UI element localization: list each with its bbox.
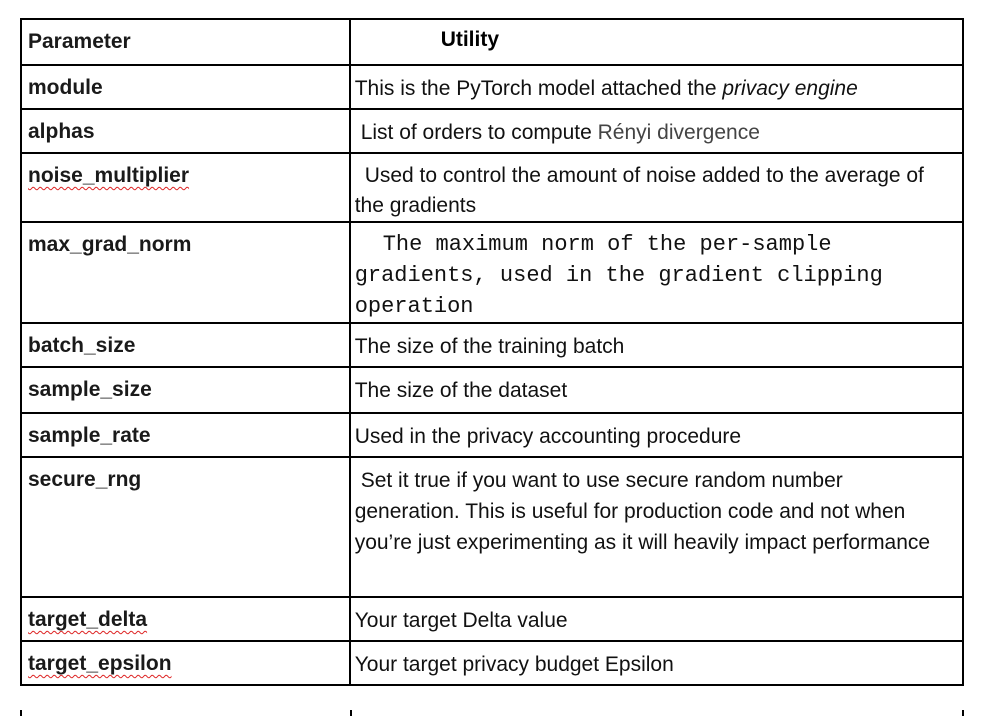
utility-text xyxy=(351,66,962,104)
parameter-name: max_grad_norm xyxy=(28,233,192,256)
utility-cell xyxy=(350,323,963,367)
utility-cell xyxy=(350,457,963,597)
parameter-cell xyxy=(21,65,350,109)
header-cell-parameter xyxy=(21,19,350,65)
parameter-name: batch_size xyxy=(28,334,136,357)
parameter-cell xyxy=(21,367,350,413)
parameter-cell xyxy=(21,222,350,323)
utility-text: The size of the dataset xyxy=(354,379,568,402)
parameter-name xyxy=(22,154,349,190)
utility-cell xyxy=(350,65,963,109)
utility-cell xyxy=(350,367,963,413)
parameter-cell xyxy=(21,323,350,367)
parameter-name: secure_rng xyxy=(28,468,142,491)
table-row xyxy=(21,367,963,413)
utility-cell xyxy=(350,641,963,685)
parameter-table xyxy=(20,18,964,686)
utility-text: The size of the training batch xyxy=(354,335,625,358)
parameter-name: sample_size xyxy=(28,378,152,401)
parameter-cell xyxy=(21,109,350,153)
utility-text-part: This is the PyTorch model attached the xyxy=(354,77,723,100)
table-row xyxy=(21,65,963,109)
parameter-name: alphas xyxy=(28,120,95,143)
parameter-name-text: noise_multiplier xyxy=(28,164,190,187)
table-row xyxy=(21,457,963,597)
utility-text: Your target privacy budget Epsilon xyxy=(354,653,674,676)
parameter-name-text: target_delta xyxy=(28,608,148,631)
utility-cell xyxy=(350,153,963,222)
utility-text-part: List of orders to compute xyxy=(360,121,598,144)
utility-text: Your target Delta value xyxy=(354,609,568,632)
utility-text: The maximum norm of the per-sample gradients, used in the gradient clipping operation xyxy=(354,232,883,319)
table-row xyxy=(21,222,963,323)
parameter-name: module xyxy=(28,76,103,99)
parameter-cell xyxy=(21,597,350,641)
parameter-name-text: target_epsilon xyxy=(28,652,172,675)
parameter-name xyxy=(22,598,349,634)
table-row xyxy=(21,641,963,685)
utility-cell xyxy=(350,597,963,641)
header-parameter: Parameter xyxy=(28,30,131,53)
utility-text: Used in the privacy accounting procedure xyxy=(354,425,742,448)
parameter-cell xyxy=(21,641,350,685)
header-cell-utility xyxy=(350,19,963,65)
parameter-name: sample_rate xyxy=(28,424,151,447)
utility-cell xyxy=(350,413,963,457)
table-row xyxy=(21,413,963,457)
table-row xyxy=(21,597,963,641)
utility-cell xyxy=(350,222,963,323)
utility-text: Set it true if you want to use secure random number generation. This is useful for production code and not when you’re just experimenting as it will heavily impact performance xyxy=(354,469,931,554)
table-header-row xyxy=(21,19,963,65)
header-utility: Utility xyxy=(440,28,500,51)
utility-text-highlight: Rényi divergence xyxy=(597,121,760,144)
table-continuation xyxy=(20,710,964,716)
utility-text: Used to control the amount of noise added to the average of the gradients xyxy=(354,164,924,217)
table-row xyxy=(21,323,963,367)
parameter-cell xyxy=(21,413,350,457)
table-row xyxy=(21,153,963,222)
utility-text-italic: privacy engine xyxy=(722,77,858,100)
parameter-name xyxy=(22,642,349,678)
parameter-cell xyxy=(21,153,350,222)
utility-cell xyxy=(350,109,963,153)
table-row xyxy=(21,109,963,153)
utility-text xyxy=(351,110,962,148)
parameter-cell xyxy=(21,457,350,597)
